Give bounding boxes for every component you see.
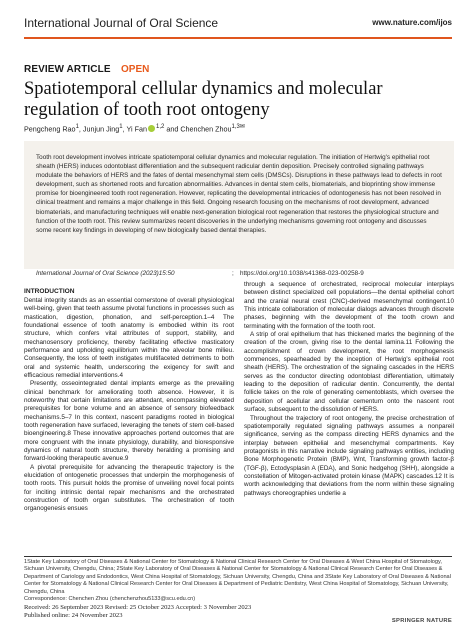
published-online: Published online: 24 November 2023 xyxy=(24,612,123,620)
received-revised-accepted: Received: 26 September 2023 Revised: 25 October 2023 Accepted: 3 November 2023 xyxy=(24,604,252,611)
journal-site-link[interactable]: www.nature.com/ijos xyxy=(372,18,452,27)
section-heading-introduction: INTRODUCTION xyxy=(24,288,75,295)
body-column-right xyxy=(244,281,454,498)
publication-dates xyxy=(24,604,251,620)
open-access-badge: OPEN xyxy=(121,64,150,75)
doi-link[interactable]: https://doi.org/10.1038/s41368-023-00258-9 xyxy=(240,270,364,277)
body-paragraph: Presently, osseointegrated dental implants emerge as the prevailing clinical benchmark for ameliorating tooth absence. However, it is noteworthy that certain limitations are attendant, encompassing elevated prerequisites for bone volume and an absence of sensory biofeedback mechanisms.5–7 In this context, nascent paradigms rooted in biological tooth regeneration have surfaced, leveraging the tenets of stem cell-based bioengineering.8 These innovative approaches portend outcomes that are more congruent with the innate physiology, durability, and bioresponsive dynamics of natural tooth structure, thereby heralding a promising and forward-looking therapeutic avenue.9 xyxy=(24,380,234,463)
citation-text: International Journal of Oral Science (2023)15:50 xyxy=(36,270,175,277)
header-divider xyxy=(24,37,452,39)
affiliation-marker: 1,2 xyxy=(155,124,165,130)
body-column-left xyxy=(24,288,234,514)
body-paragraph: Throughout the trajectory of root ontogeny, the precise orchestration of spatiotemporally regulated signaling pathways assumes a nonpareil significance, serving as the compass directing HERS dynamics and the interplay between epithelial and mesenchymal compartments. Key protagonists in this narrative include signaling pathways entities, including Bone Morphogenetic Protein (BMP), Wnt, Transforming growth factor-β (TGF-β), Ectodysplasin A (EDA), and Sonic hedgehog (SHH), alongside a constellation of Mitogen-activated protein kinase (MAPK) cascades.12 It is worth acknowledging that deviations from the norm within these signaling pathways choreographies underlie a xyxy=(244,414,454,497)
author-name[interactable]: , Junjun Jing xyxy=(78,124,120,134)
abstract-text: Tooth root development involves intricate spatiotemporal cellular dynamics and molecular regulation. The initiation of Hertwig's epithelial root sheath (HERS) induces odontoblast differentiation and the subsequent radicular dentin deposition. Precisely controlled signaling pathways modulate the behaviors of HERS and the fates of dental mesenchymal stem cells (DMSCs). Disruptions in these pathways lead to defects in root development, such as shortened roots and furcation abnormalities. Advances in dental stem cells, biomaterials, and bioprinting show immense promise for bioengineered tooth root regeneration. However, replicating the developmental intricacies of odontogenesis has not been resolved in clinical treatment and remains a major challenge in this field. Ongoing research focusing on the mechanisms of root development, advanced biomaterials, and manufacturing techniques will enable next-generation biological root regeneration that restores the physiological structure and function of the tooth root. This review summarizes recent discoveries in the underlying mechanisms governing root ontogeny and discusses some recent key findings in developing of new biologically based dental therapies. xyxy=(36,154,442,234)
author-name[interactable]: and Chenchen Zhou xyxy=(164,124,232,134)
correspondence-text[interactable]: Correspondence: Chenchen Zhou (chenchenzhou5133@scu.edu.cn) xyxy=(24,596,196,603)
affiliation-marker: 1 xyxy=(119,124,123,130)
author-list xyxy=(24,123,245,133)
author-name[interactable]: , Yi Fan xyxy=(122,124,147,134)
body-paragraph: Dental integrity stands as an essential cornerstone of overall physiological well-being, given that teeth assume pivotal functions in processes such as mastication, digestion, phonation, and self-perception.1–4 The foundational essence of tooth anatomy is embodied within its root structure, which confers vital attributes of support, stability, and mechanosensory proficiency, thereby facilitating effective masticatory performance and upholding equilibrium within the alveolar bone milieu. Consequently, the loss of teeth instigates multifaceted detriments to both oral and systemic health, underscoring the exigency for swift and efficacious remedial interventions.4 xyxy=(24,296,234,379)
article-title: Spatiotemporal cellular dynamics and molecular regulation of tooth root ontogeny xyxy=(24,79,383,120)
body-paragraph: A strip of oral epithelium that has thickened marks the beginning of the creation of the crown, giving rise to the dental lamina.11 Following the accomplishment of crown development, the root morphogenesis commences, spearheaded by the inception of Hertwig's epithelial root sheath (HERS). The orchestration of the signaling cascades in the HERS serves as the conductor directing odontoblast differentiation, ultimately leading to the deposition of radicular dentin. Concurrently, the dental follicle takes on the role of generating cementoblasts, which oversee the deposition of acellular and cellular cementum onto the nascent root surface, subsequent to the dissolution of HERS. xyxy=(244,331,454,414)
footnote-divider xyxy=(24,556,452,557)
body-paragraph: A pivotal prerequisite for advancing the therapeutic trajectory is the elucidation of ontogenetic processes that underpin the morphogenesis of tooth roots. This pursuit holds the promise of unveiling novel focal points for inciting intrinsic dental repair mechanisms and the orchestrated construction of tooth organ substitutes. The orchestration of tooth organogenesis ensues xyxy=(24,463,234,513)
article-type-label: REVIEW ARTICLE xyxy=(24,64,111,75)
citation-separator: ; xyxy=(232,270,234,277)
journal-name: International Journal of Oral Science xyxy=(24,16,219,30)
affiliation-marker: 1,3✉ xyxy=(231,124,245,130)
affiliation-marker: 1 xyxy=(75,124,79,130)
orcid-icon[interactable] xyxy=(148,125,155,132)
author-name[interactable]: Pengcheng Rao xyxy=(24,124,76,134)
affiliations-text: 1State Key Laboratory of Oral Diseases & National Center for Stomatology & National Clinical Research Center for Oral Diseases & West China Hospital of Stomatology, Sichuan University, Chengdu, China; 2State Key Laboratory of Oral Diseases & National Center for Stomatology & National Clinical Research Center for Oral Diseases & Department of Cariology and Endodontics, West China Hospital of Stomatology, Sichuan University, Chengdu, China and 3State Key Laboratory of Oral Diseases & National Center for Stomatology & National Clinical Research Center for Oral Diseases & Department of Pediatric Dentistry, West China Hospital of Stomatology, Sichuan University, Chengdu, China xyxy=(24,559,451,595)
publisher-logo: SPRINGER NATURE xyxy=(391,618,452,624)
affiliations-footnote xyxy=(24,559,454,603)
body-paragraph: through a sequence of orchestrated, reciprocal molecular interplays between distinct specialized cell populations—the dental epithelial cohort and the cranial neural crest (CNC)-derived mesenchymal contingent.10 This intricate collaboration of molecular dialogs advances through discrete phases, beginning with the development of the tooth crown and terminating with the formation of the tooth root. xyxy=(244,281,454,330)
